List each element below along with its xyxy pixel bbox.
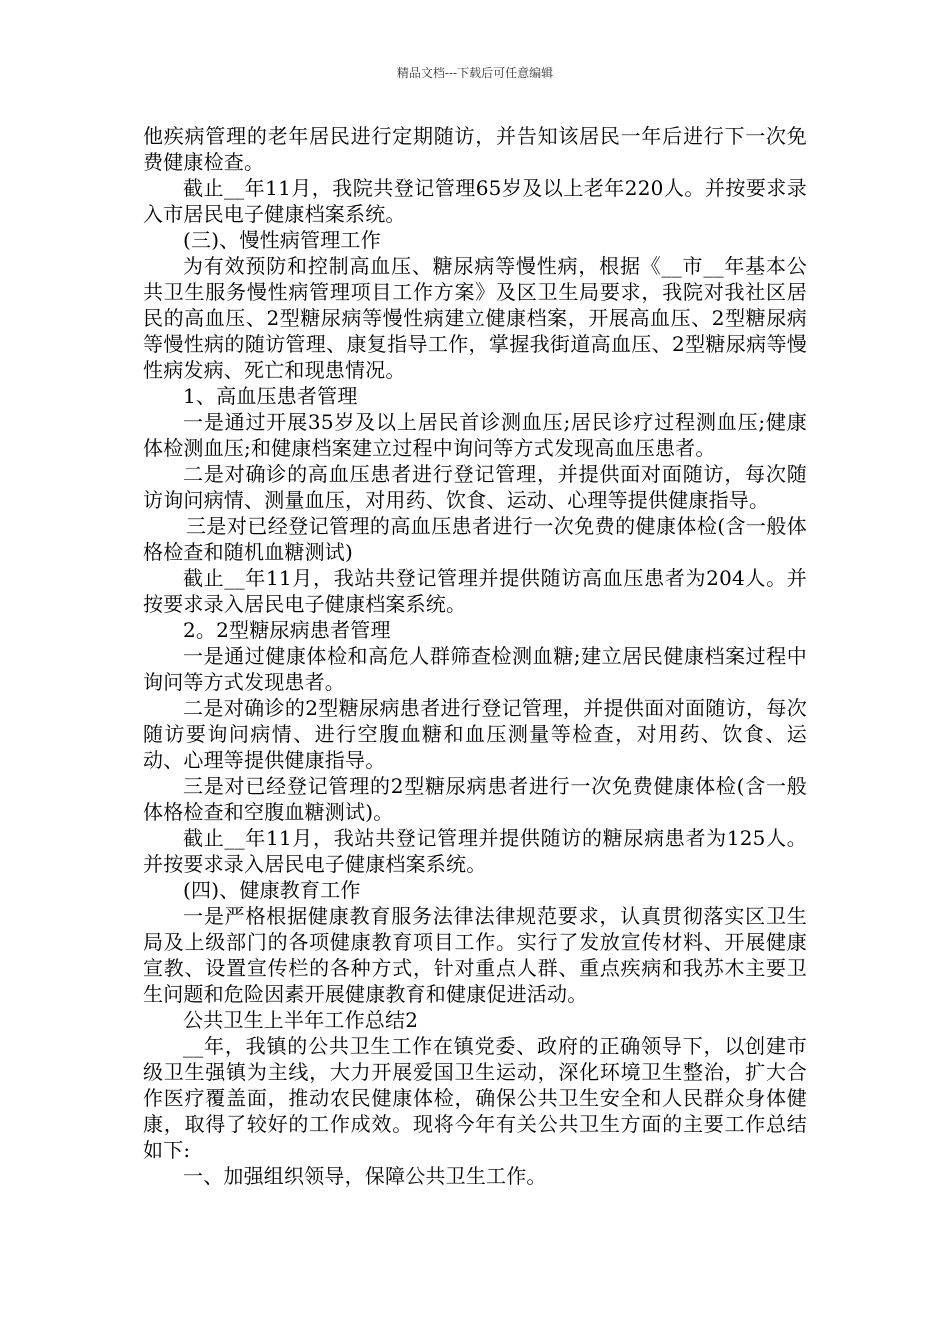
- document-body: [143, 123, 807, 1189]
- paragraph: 一是通过开展35岁及以上居民首诊测血压;居民诊疗过程测血压;健康体检测血压;和健康档案建立过程中询问等方式发现高血压患者。: [143, 410, 807, 460]
- document-title: 公共卫生上半年工作总结2: [183, 1008, 419, 1032]
- section-heading: (三)、慢性病管理工作: [183, 228, 381, 252]
- section-heading: (四)、健康教育工作: [183, 878, 361, 902]
- page-header: 精品文档---下载后可任意编辑: [396, 66, 554, 80]
- paragraph: 截止__年11月，我站共登记管理并提供随访高血压患者为204人。并按要求录入居民电子健康档案系统。: [143, 566, 807, 616]
- paragraph: 二是对确诊的高血压患者进行登记管理，并提供面对面随访，每次随访询问病情、测量血压，对用药、饮食、运动、心理等提供健康指导。: [143, 462, 807, 512]
- paragraph: 截止__年11月，我院共登记管理65岁及以上老年220人。并按要求录入市居民电子健康档案系统。: [143, 176, 807, 226]
- paragraph: 一是通过健康体检和高危人群筛查检测血糖;建立居民健康档案过程中询问等方式发现患者。: [143, 644, 807, 694]
- subsection-heading: 2。2型糖尿病患者管理: [183, 618, 391, 642]
- paragraph: 截止__年11月，我站共登记管理并提供随访的糖尿病患者为125人。并按要求录入居民电子健康档案系统。: [143, 826, 807, 876]
- subsection-heading: 1、高血压患者管理: [183, 384, 358, 408]
- paragraph: __年，我镇的公共卫生工作在镇党委、政府的正确领导下，以创建市级卫生强镇为主线，大力开展爱国卫生运动，深化环境卫生整治，扩大合作医疗覆盖面，推动农民健康体检，确保公共卫生安全和人民群众身体健康，取得了较好的工作成效。现将今年有关公共卫生方面的主要工作总结如下:: [143, 1034, 807, 1162]
- section-heading: 一、加强组织领导，保障公共卫生工作。: [183, 1164, 547, 1188]
- paragraph-continuation: 他疾病管理的老年居民进行定期随访，并告知该居民一年后进行下一次免费健康检查。: [143, 124, 807, 174]
- paragraph: 一是严格根据健康教育服务法律法律规范要求，认真贯彻落实区卫生局及上级部门的各项健康教育项目工作。实行了发放宣传材料、开展健康宣教、设置宣传栏的各种方式，针对重点人群、重点疾病和我苏木主要卫生问题和危险因素开展健康教育和健康促进活动。: [143, 904, 807, 1006]
- paragraph: 为有效预防和控制高血压、糖尿病等慢性病，根据《__市__年基本公共卫生服务慢性病管理项目工作方案》及区卫生局要求，我院对我社区居民的高血压、2型糖尿病等慢性病建立健康档案，开展高血压、2型糖尿病等慢性病的随访管理、康复指导工作，掌握我街道高血压、2型糖尿病等慢性病发病、死亡和现患情况。: [143, 254, 807, 382]
- paragraph: 三是对已经登记管理的2型糖尿病患者进行一次免费健康体检(含一般体格检查和空腹血糖测试)。: [143, 774, 807, 824]
- paragraph: 二是对确诊的2型糖尿病患者进行登记管理，并提供面对面随访，每次随访要询问病情、进行空腹血糖和血压测量等检查，对用药、饮食、运动、心理等提供健康指导。: [143, 696, 807, 772]
- paragraph: 三是对已经登记管理的高血压患者进行一次免费的健康体检(含一般体格检查和随机血糖测试): [143, 514, 807, 564]
